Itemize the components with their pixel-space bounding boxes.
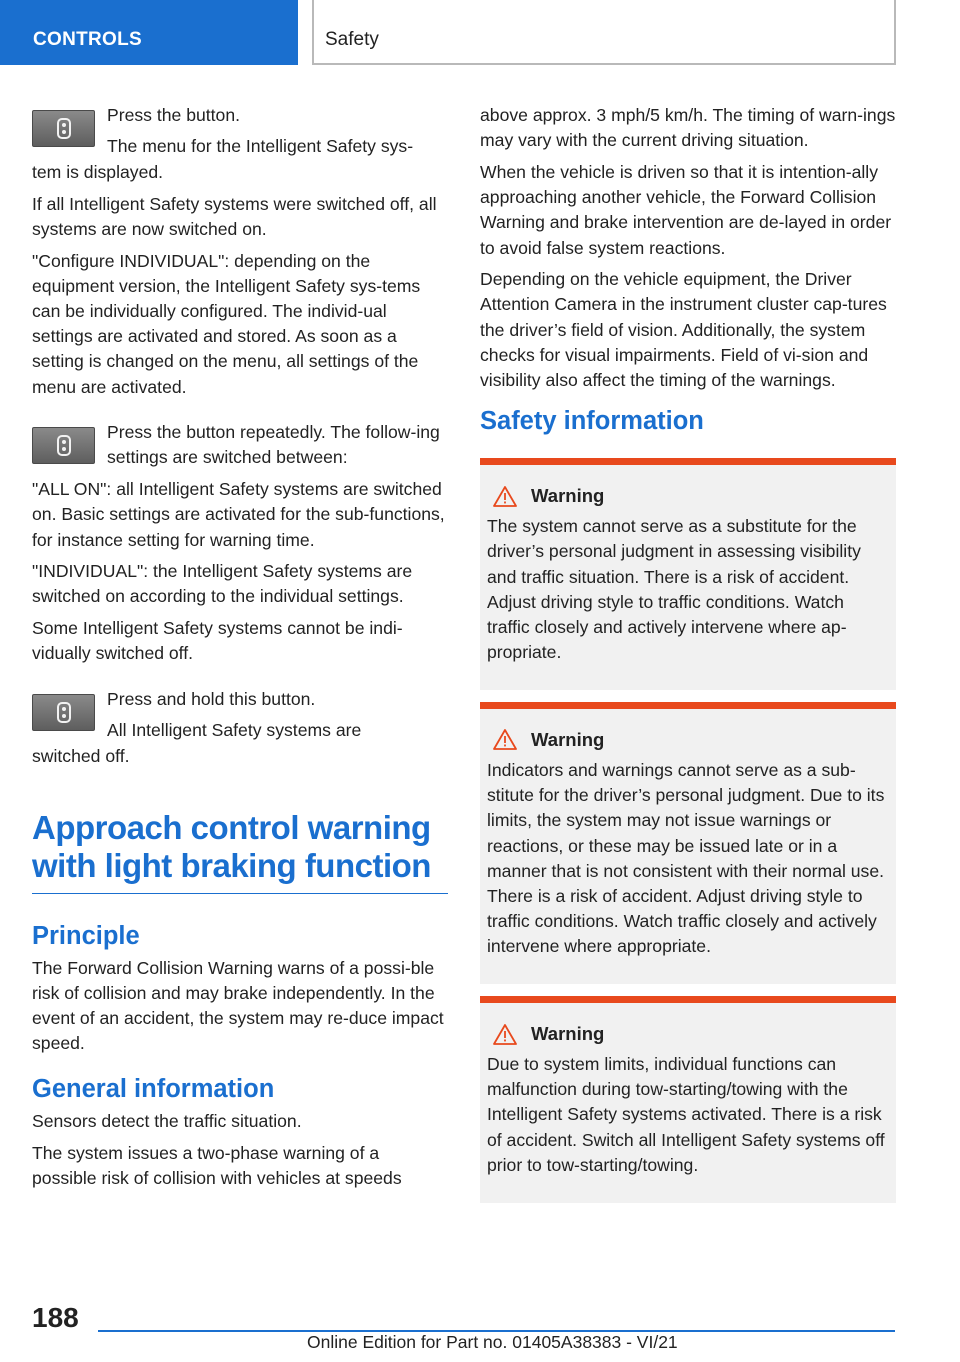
subheading-principle: Principle — [32, 921, 140, 950]
body-text: switched off. — [32, 745, 130, 766]
safety-button-icon — [32, 110, 95, 147]
subheading-general-information: General information — [32, 1074, 275, 1103]
section-heading: Approach control warning with light braking function — [32, 809, 448, 894]
body-text: The Forward Collision Warning warns of a possi-ble risk of collision and may brake independently. In the event of an accident, the system may re-duce impact speed. — [32, 957, 444, 1054]
safety-button-icon — [32, 694, 95, 731]
body-text: "Configure INDIVIDUAL": depending on the equipment version, the Intelligent Safety sys-tems can be individually configured. The individ-ual settings are activated and stored. As soon as a setting is changed on the menu, all settings of the menu are activated. — [32, 250, 421, 397]
warning-title: Warning — [531, 485, 605, 507]
button-instruction-3 — [32, 687, 448, 743]
right-column — [480, 103, 896, 1215]
body-text: If all Intelligent Safety systems were switched off, all systems are now switched on. — [32, 193, 437, 239]
instruction-text: Press the button repeatedly. The follow-ing settings are switched between: — [107, 422, 440, 468]
body-text: Depending on the vehicle equipment, the Driver Attention Camera in the instrument cluster cap-tures the driver’s field of vision. Additionally, the system checks for visual impairments. Field of vi-sion and visibility also affect the timing of the warnings. — [480, 269, 887, 391]
body-text: "INDIVIDUAL": the Intelligent Safety systems are switched on according to the individual settings. — [32, 561, 413, 607]
instruction-text: All Intelligent Safety systems are — [107, 720, 362, 741]
body-text: The system issues a two-phase warning of a possible risk of collision with vehicles at speeds — [32, 1142, 402, 1188]
warning-text: The system cannot serve as a substitute for the driver’s personal judgment in assessing visibility and traffic situation. There is a risk of accident. Adjust driving style to traffic conditions. Watch traffic closely and actively intervene where ap-propriate. — [487, 516, 861, 663]
button-instruction-2 — [32, 420, 448, 470]
warning-title: Warning — [531, 1023, 605, 1045]
warning-text: Indicators and warnings cannot serve as a sub-stitute for the driver’s personal judgment. Due to its limits, the system may not issue warnings or reactions, or these may be issued late or in a manner that is not consistent with their normal use. There is a risk of accident. Adjust driving style to traffic conditions. Watch traffic closely and actively intervene where appropriate. — [487, 759, 885, 957]
section-title: Safety — [325, 29, 379, 50]
body-text: above approx. 3 mph/5 km/h. The timing of warn-ings may vary with the current driving situation. — [480, 105, 896, 151]
page-number: 188 — [32, 1302, 79, 1333]
left-column — [32, 103, 448, 1198]
warning-text: Due to system limits, individual functions can malfunction during tow-starting/towing with the Intelligent Safety systems activated. There is a risk of accident. Switch all Intelligent Safety systems off prior to tow-starting/towing. — [487, 1054, 885, 1175]
body-text: "ALL ON": all Intelligent Safety systems are switched on. Basic settings are activated for the sub-functions, for instance setting for warning time. — [32, 479, 445, 550]
warning-box — [480, 996, 896, 1203]
warning-box — [480, 458, 896, 690]
body-text: When the vehicle is driven so that it is intention-ally approaching another vehicle, the Forward Collision Warning and brake intervention are de-layed in order to avoid false system reactions. — [480, 161, 892, 258]
body-text: Sensors detect the traffic situation. — [32, 1110, 302, 1131]
edition-footer: Online Edition for Part no. 01405A38383 - VI/21 — [307, 1332, 678, 1352]
section-header-box — [312, 0, 896, 65]
warning-title: Warning — [531, 728, 605, 750]
body-text: tem is displayed. — [32, 161, 164, 182]
button-instruction-1 — [32, 103, 448, 159]
body-text: Some Intelligent Safety systems cannot be indi-vidually switched off. — [32, 618, 403, 664]
subheading-safety-information: Safety information — [480, 407, 704, 436]
chapter-tab — [0, 0, 298, 65]
warning-header — [487, 484, 889, 508]
safety-button-icon — [32, 427, 95, 464]
warning-header — [487, 728, 889, 752]
warning-header — [487, 1022, 889, 1046]
warning-triangle-icon — [493, 486, 517, 507]
instruction-text: The menu for the Intelligent Safety sys- — [107, 136, 414, 157]
instruction-text: Press and hold this button. — [107, 689, 316, 710]
instruction-text: Press the button. — [107, 105, 241, 125]
chapter-label: CONTROLS — [33, 29, 143, 50]
warning-triangle-icon — [493, 1024, 517, 1045]
warning-box — [480, 702, 896, 984]
warning-triangle-icon — [493, 729, 517, 750]
